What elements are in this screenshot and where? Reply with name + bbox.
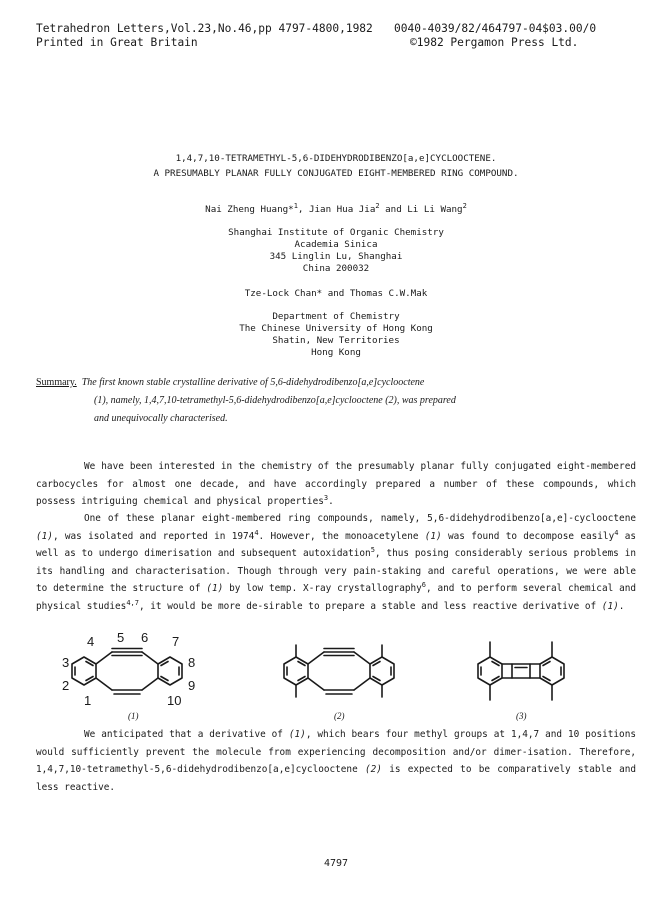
para2-text-5: as well as to undergo dimerisation and subsequent autoxidation [36, 530, 637, 560]
paragraph-3 [36, 726, 636, 796]
para2-compound-1c: (1) [206, 583, 224, 595]
atom-label-2: 2 [62, 678, 70, 693]
atom-label-3: 3 [62, 655, 70, 670]
para2-text-9: , it would be more de-sirable to prepare a stable and less reactive derivative of [138, 600, 602, 612]
summary-lead: Summary. [36, 377, 77, 388]
author-wang-sup: 2 [462, 201, 467, 210]
summary-line-2: (1), namely, 1,4,7,10-tetramethyl-5,6-didehydrodibenzo[a,e]cyclooctene (2), was prepared [94, 395, 456, 406]
para3-text-3: is expected to be comparatively stable and less reactive. [36, 764, 637, 793]
atom-label-10: 10 [167, 693, 182, 708]
para2-text-6: , thus posing considerably serious problems in its handling and characterisation. Though through very pain-staking and careful operations, we were able to determine the structure of [36, 548, 636, 595]
printed-in: Printed in Great Britain [36, 36, 198, 49]
paragraph-2 [36, 510, 636, 616]
para2-ref-6: 6 [421, 581, 426, 590]
affil2-line-4: Hong Kong [311, 347, 361, 358]
para1-ref-3: 3 [323, 494, 329, 503]
structure-3 [478, 642, 564, 700]
atom-label-1: 1 [84, 693, 92, 708]
para3-compound-1: (1) [288, 729, 306, 740]
caption-compound-2: (2) [334, 711, 345, 721]
copyright: ©1982 Pergamon Press Ltd. [410, 36, 579, 49]
issn-code: 0040-4039/82/464797-04$03.00/0 [394, 22, 597, 35]
summary-line-3: and unequivocally characterised. [94, 413, 228, 424]
author-huang-sup: 1 [293, 201, 298, 210]
journal-citation: Tetrahedron Letters,Vol.23,No.46,pp 4797-4800,1982 [36, 22, 373, 35]
para2-text-8: , and to perform several chemical and physical studies [36, 583, 637, 612]
affil2-line-3: Shatin, New Territories [272, 335, 400, 346]
structure-1 [72, 649, 182, 695]
para3-compound-2: (2) [365, 764, 382, 776]
title-line-1: 1,4,7,10-TETRAMETHYL-5,6-DIDEHYDRODIBENZO[a,e]CYCLOOCTENE. [175, 153, 497, 164]
page-number: 4797 [323, 858, 349, 869]
atom-label-9: 9 [188, 678, 196, 693]
atom-label-6: 6 [141, 630, 149, 645]
affil1-line-3: 345 Linglin Lu, Shanghai [269, 251, 403, 262]
atom-label-5: 5 [117, 630, 125, 645]
title-line-2: A PRESUMABLY PLANAR FULLY CONJUGATED EIGHT-MEMBERED RING COMPOUND. [153, 168, 519, 179]
para2-ref-47: 4,7 [126, 598, 139, 607]
structure-2 [284, 645, 394, 697]
caption-compound-1: (1) [128, 711, 139, 721]
summary [36, 374, 636, 428]
para2-compound-1d: (1) [601, 600, 619, 612]
para2-ref-4a: 4 [254, 528, 259, 537]
authors-2: Tze-Lock Chan* and Thomas C.W.Mak [244, 288, 428, 299]
para2-text-3: . However, the monoacetylene [258, 530, 425, 542]
para2-text-10: . [618, 600, 625, 612]
para2-text-7: by low temp. X-ray crystallography [223, 583, 422, 595]
paragraph-1 [36, 458, 636, 511]
author-huang: Nai Zheng Huang* [205, 204, 294, 215]
atom-label-7: 7 [172, 634, 180, 649]
affil1-line-1: Shanghai Institute of Organic Chemistry [228, 227, 444, 238]
para2-text-4: was found to decompose easily [441, 530, 615, 542]
affil1-line-2: Academia Sinica [294, 239, 378, 250]
para1-text: We have been interested in the chemistry of the presumably planar fully conjugated eight-membered carbocycles for almost one decade, and have accordingly prepared a number of these compounds, which possess intriguing chemical and physical properties [36, 461, 636, 508]
author-jia: Jian Hua Jia [308, 204, 376, 215]
para3-text-2: , which bears four methyl groups at 1,4,7 and 10 positions would sufficiently prevent the molecule from experiencing decomposition and/or dimer-isation. Therefore, 1,4,7,10-tetramethyl-5,6-didehydrodibenzo[a,e]cyclooctene [36, 729, 636, 776]
affil2-line-1: Department of Chemistry [272, 311, 400, 322]
affil1-line-4: China 200032 [302, 263, 370, 274]
para2-compound-1a: (1) [36, 530, 53, 542]
caption-compound-3: (3) [516, 711, 527, 721]
para1-end: . [328, 496, 334, 508]
para3-text-1: We anticipated that a derivative of [84, 729, 289, 740]
author-jia-sup: 2 [375, 201, 380, 210]
summary-line-1: The first known stable crystalline derivative of 5,6-didehydrodibenzo[a,e]cyclooctene [81, 377, 425, 388]
atom-label-4: 4 [87, 634, 95, 649]
atom-label-8: 8 [188, 655, 196, 670]
para2-text-1: One of these planar eight-membered ring compounds, namely, 5,6-didehydrodibenzo[a,e]-cyclooctene [84, 513, 636, 524]
para2-compound-1b: (1) [424, 530, 442, 542]
affil2-line-2: The Chinese University of Hong Kong [239, 323, 433, 334]
authors-1: Nai Zheng Huang*$^1$, Jian Hua Jia$^2$ and Li Li Wang$^2$ [205, 201, 467, 215]
para2-ref-4b: 4 [614, 528, 619, 537]
author-wang: Li Li Wang [407, 204, 463, 215]
para2-text-2: , was isolated and reported in 1974 [52, 530, 255, 542]
para2-ref-5: 5 [370, 546, 375, 555]
